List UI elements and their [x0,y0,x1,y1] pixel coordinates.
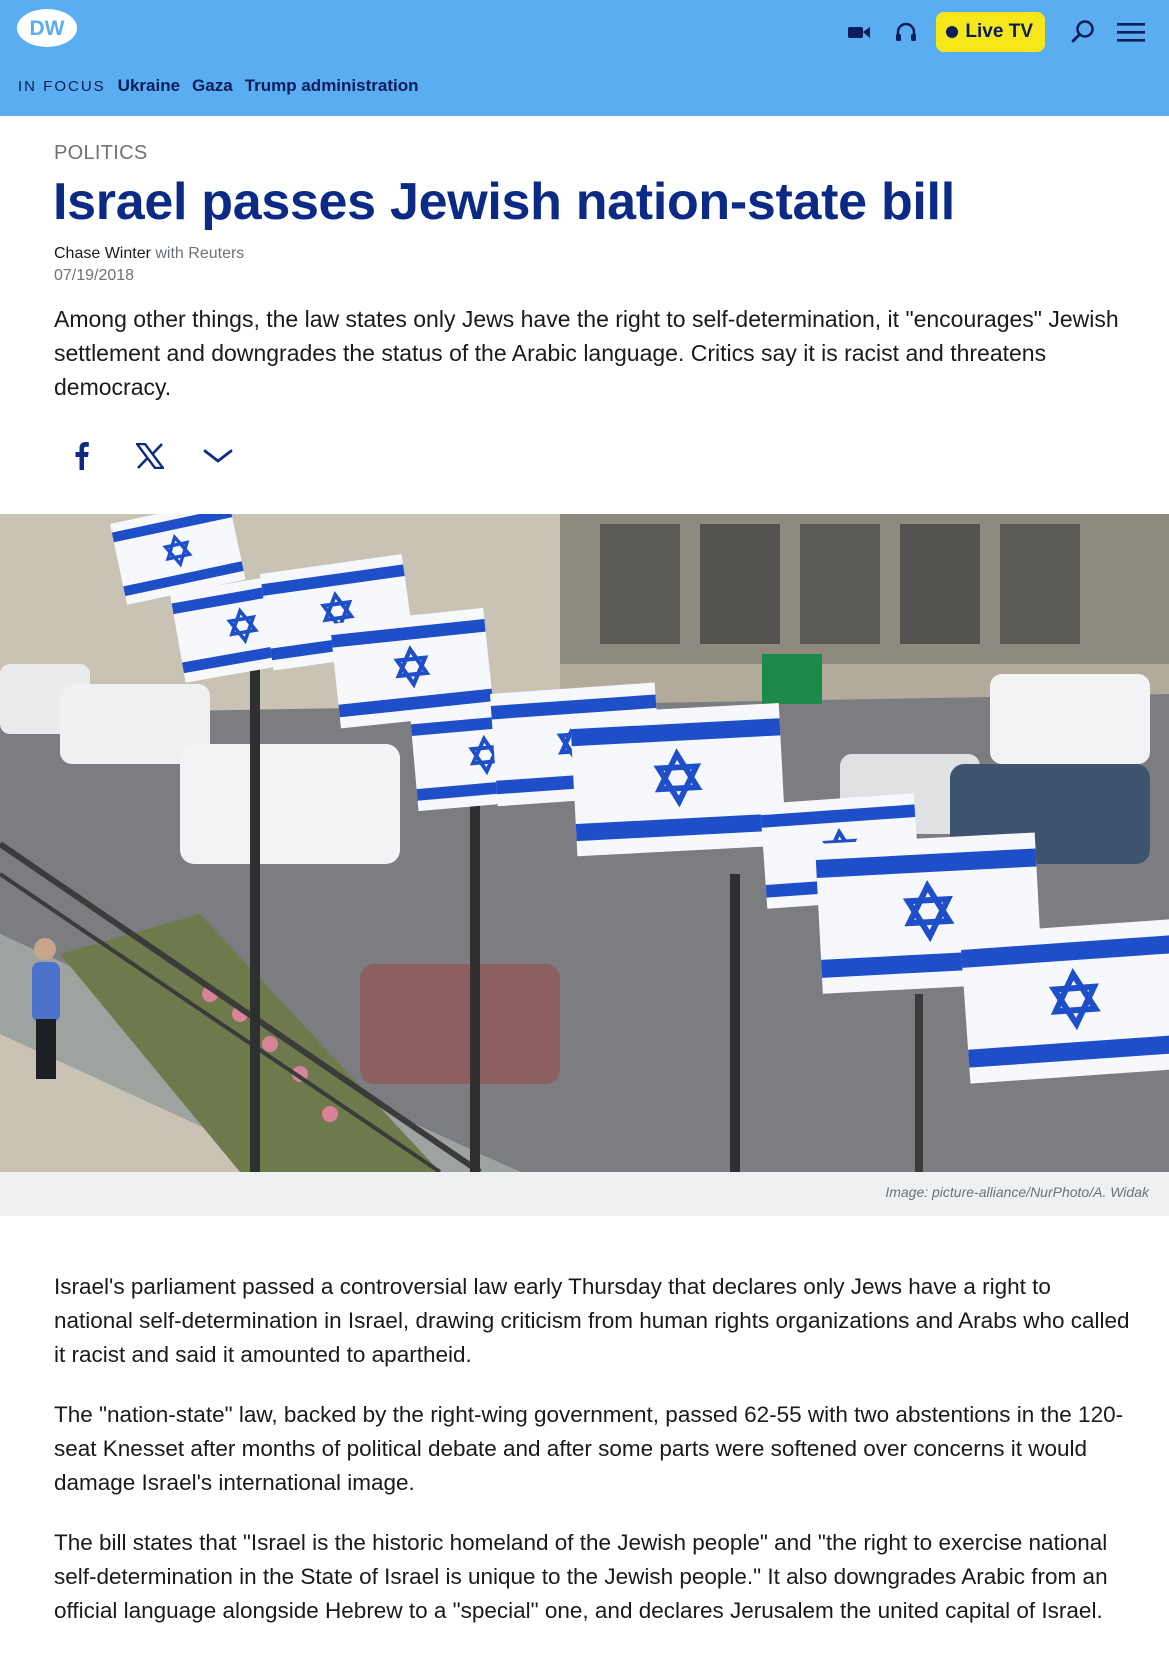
headphones-icon[interactable] [892,18,920,46]
article-paragraph: Israel's parliament passed a controversial law early Thursday that declares only Jews have a right to national self-determination in Israel, drawing criticism from human rights organizations and Arabs who called it racist and said it amounted to apartheid. [54,1274,1130,1367]
header-actions [846,8,1145,56]
article-lead: Among other things, the law states only Jews have the right to self-determination, it "encourages" Jewish settlement and downgrades the status of the Arabic language. Critics say it is racist and threatens democracy. [54,306,1119,400]
search-icon[interactable] [1069,18,1097,46]
live-tv-button[interactable] [936,12,1045,52]
focus-link-gaza[interactable]: Gaza [192,76,233,95]
menu-icon[interactable] [1117,18,1145,46]
svg-text:DW: DW [29,17,65,40]
in-focus-nav [18,76,430,96]
focus-link-trump-administration[interactable]: Trump administration [244,76,419,95]
article-paragraph: The "nation-state" law, backed by the right-wing government, passed 62-55 with two abstentions in the 120-seat Knesset after months of political debate and after some parts were softened over concerns it would damage Israel's international image. [54,1402,1124,1495]
article-category[interactable]: POLITICS [54,142,148,164]
article-body [54,1270,1134,1654]
in-focus-label: IN FOCUS [18,77,106,95]
publish-date: 07/19/2018 [54,267,135,284]
site-header [0,0,1169,116]
byline [54,245,244,263]
author-name[interactable]: Chase Winter [54,245,151,262]
image-caption-bar [0,1172,1169,1216]
focus-link-ukraine[interactable]: Ukraine [117,76,181,95]
share-bar [66,440,270,472]
live-tv-label: Live TV [965,21,1033,42]
dw-logo[interactable] [16,8,78,48]
byline-with: with Reuters [155,245,245,262]
facebook-icon[interactable] [66,440,98,472]
article-paragraph: The bill states that "Israel is the historic homeland of the Jewish people" and "the right to exercise national self-determination in the State of Israel is unique to the Jewish people." It also downgrades Arabic from an official language alongside Hebrew to a "special" one, and declares Jerusalem the united capital of Israel. [54,1530,1108,1623]
article-image[interactable] [0,514,1169,1172]
video-icon[interactable] [846,18,874,46]
live-dot-icon [946,26,958,38]
image-credit: Image: picture-alliance/NurPhoto/A. Widak [885,1184,1149,1200]
article-headline: Israel passes Jewish nation-state bill [53,173,955,231]
x-icon[interactable] [134,440,166,472]
chevron-down-icon[interactable] [202,440,234,472]
